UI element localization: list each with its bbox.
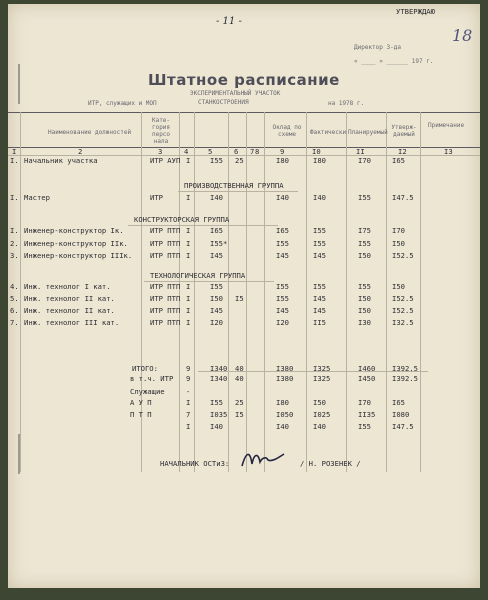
totals-planned: II35 <box>358 410 376 419</box>
signature-name: / Н. РОЗЕНЕК / <box>300 459 361 468</box>
actual-cell: I45 <box>313 306 326 315</box>
monthly-cell: I80 <box>276 156 289 165</box>
col-number: I2 <box>398 147 407 156</box>
position-name: Инж. технолог I кат. <box>24 282 111 291</box>
monthly-cell: I40 <box>276 193 289 202</box>
staff-count: I <box>186 193 191 202</box>
planned-cell: I50 <box>358 251 371 260</box>
totals-count: 7 <box>186 410 191 419</box>
page-number: - 11 - <box>216 16 242 27</box>
totals-salary: I340 <box>210 364 228 373</box>
col-divider <box>386 112 387 472</box>
totals-planned: I460 <box>358 364 376 373</box>
position-name: Инженер-конструктор Iк. <box>24 226 124 235</box>
approved-cell: I52.5 <box>392 306 414 315</box>
totals-count: 9 <box>186 364 191 373</box>
actual-cell: II5 <box>313 318 326 327</box>
position-name: Инж. технолог II кат. <box>24 294 115 303</box>
totals-approved: I65 <box>392 398 405 407</box>
approved-cell: I50 <box>392 282 405 291</box>
col-number: 4 <box>184 147 189 156</box>
totals-approved: I080 <box>392 410 410 419</box>
archive-number: 18 <box>452 26 473 45</box>
row-number: 4. <box>10 282 19 291</box>
staff-category: ИТР ПТП <box>150 239 181 248</box>
approved-cell: I32.5 <box>392 318 414 327</box>
col-number: 5 <box>208 147 213 156</box>
monthly-cell: I65 <box>276 226 289 235</box>
planned-cell: I70 <box>358 156 371 165</box>
salary-cell: I45 <box>210 251 223 260</box>
totals-label: Служащие <box>130 387 165 396</box>
section-underline <box>178 191 298 192</box>
document-sheet <box>8 4 480 588</box>
approved-cell: I50 <box>392 239 405 248</box>
staff-count: I <box>186 239 191 248</box>
section-production: ПРОИЗВОДСТВЕННАЯ ГРУППА <box>184 181 284 190</box>
staff-count: I <box>186 282 191 291</box>
col-number: I3 <box>444 147 453 156</box>
actual-cell: I55 <box>313 282 326 291</box>
header-category: Кате-гория персо нала <box>151 117 171 145</box>
col-divider <box>246 112 247 472</box>
col-number: 6 <box>234 147 239 156</box>
subtitle-year: на 1978 г. <box>328 100 365 107</box>
row-number: 7. <box>10 318 19 327</box>
approval-director: Директор З-да <box>354 44 401 51</box>
col-number: 3 <box>158 147 163 156</box>
row-number: I. <box>10 156 19 165</box>
totals-bonus: 40 <box>235 364 244 373</box>
totals-monthly: I380 <box>276 374 294 383</box>
salary-cell: I40 <box>210 193 223 202</box>
staff-count: I <box>186 251 191 260</box>
staff-category: ИТР АУП <box>150 156 181 165</box>
totals-count: I <box>186 398 191 407</box>
approval-label: УТВЕРЖДАЮ <box>396 7 435 16</box>
salary-cell: I50 <box>210 294 223 303</box>
salary-cell: I55 <box>210 282 223 291</box>
totals-actual: I325 <box>313 364 331 373</box>
monthly-cell: I45 <box>276 306 289 315</box>
totals-approved: I47.5 <box>392 422 414 431</box>
planned-cell: I50 <box>358 294 371 303</box>
header-actual: Фактически <box>310 129 347 136</box>
staff-count: I <box>186 294 191 303</box>
salary-cell: I65 <box>210 226 223 235</box>
staff-category: ИТР ПТП <box>150 226 181 235</box>
approved-cell: I70 <box>392 226 405 235</box>
totals-label: ИТОГО: <box>132 364 158 373</box>
section-underline <box>144 281 274 282</box>
staff-category: ИТР ПТП <box>150 282 181 291</box>
staff-category: ИТР ПТП <box>150 294 181 303</box>
totals-planned: I55 <box>358 422 371 431</box>
salary-cell: I20 <box>210 318 223 327</box>
totals-salary: I035 <box>210 410 228 419</box>
col-number: I <box>12 147 17 156</box>
binder-mark <box>18 64 20 104</box>
salary-cell: I45 <box>210 306 223 315</box>
monthly-cell: I55 <box>276 282 289 291</box>
position-name: Мастер <box>24 193 50 202</box>
bonus-cell: 25 <box>235 156 244 165</box>
col-number: 8 <box>255 147 260 156</box>
staff-count: I <box>186 318 191 327</box>
planned-cell: I55 <box>358 239 371 248</box>
monthly-cell: I45 <box>276 251 289 260</box>
col-divider <box>194 112 195 472</box>
col-divider <box>420 112 421 472</box>
totals-approved: I392.5 <box>392 364 418 373</box>
section-design: КОНСТРУКТОРСКАЯ ГРУППА <box>134 215 230 224</box>
planned-cell: I75 <box>358 226 371 235</box>
staff-category: ИТР ПТП <box>150 306 181 315</box>
subtitle-department: ЭКСПЕРИМЕНТАЛЬНЫЙ УЧАСТОК <box>190 90 281 97</box>
totals-label: А У П <box>130 398 152 407</box>
signature-label: НАЧАЛЬНИК ОСТиЗ: <box>160 459 230 468</box>
staff-category: ИТР <box>150 193 163 202</box>
planned-cell: I55 <box>358 193 371 202</box>
col-divider <box>306 112 307 472</box>
totals-bonus: 40 <box>235 374 244 383</box>
row-number: 2. <box>10 239 19 248</box>
totals-actual: I40 <box>313 422 326 431</box>
row-number: 5. <box>10 294 19 303</box>
col-number: 7 <box>250 147 255 156</box>
subtitle-organization: СТАНКОСТРОЕНИЯ <box>198 99 249 106</box>
header-notes: Примечание <box>428 122 465 129</box>
position-name: Начальник участка <box>24 156 98 165</box>
header-name: Наименование должностей <box>48 129 132 136</box>
totals-actual: I025 <box>313 410 331 419</box>
staff-category: ИТР ПТП <box>150 318 181 327</box>
planned-cell: I30 <box>358 318 371 327</box>
col-number: 2 <box>78 147 83 156</box>
actual-cell: I40 <box>313 193 326 202</box>
header-monthly: Оклад по схеме <box>272 124 302 138</box>
totals-salary: I55 <box>210 398 223 407</box>
totals-bonus: I5 <box>235 410 244 419</box>
section-technology: ТЕХНОЛОГИЧЕСКАЯ ГРУППА <box>150 271 246 280</box>
totals-planned: I70 <box>358 398 371 407</box>
approval-date: « ____ » ______ 197 г. <box>354 58 434 65</box>
totals-count: 9 <box>186 374 191 383</box>
staff-count: I <box>186 156 191 165</box>
position-name: Инженер-конструктор IIIк. <box>24 251 133 260</box>
totals-monthly: I050 <box>276 410 294 419</box>
totals-count: - <box>186 387 191 396</box>
col-divider <box>228 112 229 472</box>
totals-salary: I340 <box>210 374 228 383</box>
col-divider <box>264 112 265 472</box>
totals-rule <box>198 371 428 372</box>
totals-monthly: I380 <box>276 364 294 373</box>
totals-actual: I50 <box>313 398 326 407</box>
staff-category: ИТР ПТП <box>150 251 181 260</box>
totals-monthly: I40 <box>276 422 289 431</box>
staff-count: I <box>186 226 191 235</box>
bonus-cell: I5 <box>235 294 244 303</box>
staff-count: I <box>186 306 191 315</box>
salary-cell: I55 <box>210 156 223 165</box>
actual-cell: I45 <box>313 251 326 260</box>
totals-actual: I325 <box>313 374 331 383</box>
planned-cell: I50 <box>358 306 371 315</box>
approved-cell: I47.5 <box>392 193 414 202</box>
actual-cell: I55 <box>313 239 326 248</box>
planned-cell: I55 <box>358 282 371 291</box>
totals-planned: I450 <box>358 374 376 383</box>
approved-cell: I52.5 <box>392 251 414 260</box>
header-planned: Планируемый <box>348 129 388 136</box>
subtitle-staff: ИТР, служащих и МОП <box>88 100 157 107</box>
col-number: I0 <box>312 147 321 156</box>
row-number: 3. <box>10 251 19 260</box>
table-top-rule <box>8 112 480 113</box>
totals-monthly: I80 <box>276 398 289 407</box>
actual-cell: I80 <box>313 156 326 165</box>
totals-count: I <box>186 422 191 431</box>
monthly-cell: I20 <box>276 318 289 327</box>
totals-label: в т.ч. ИТР <box>130 374 174 383</box>
actual-cell: I45 <box>313 294 326 303</box>
row-number: I. <box>10 193 19 202</box>
col-divider <box>346 112 347 472</box>
header-approved: Утверж-даемый <box>391 124 417 138</box>
position-name: Инженер-конструктор IIк. <box>24 239 128 248</box>
monthly-cell: I55 <box>276 239 289 248</box>
row-number: I. <box>10 226 19 235</box>
totals-salary: I40 <box>210 422 223 431</box>
totals-label: П Т П <box>130 410 152 419</box>
position-name: Инж. технолог II кат. <box>24 306 115 315</box>
actual-cell: I55 <box>313 226 326 235</box>
col-divider <box>179 112 180 472</box>
totals-approved: I392.5 <box>392 374 418 383</box>
section-underline <box>128 225 278 226</box>
col-number: II <box>356 147 365 156</box>
col-divider <box>20 112 21 472</box>
position-name: Инж. технолог III кат. <box>24 318 120 327</box>
col-number: 9 <box>280 147 285 156</box>
salary-cell: I55* <box>210 239 228 248</box>
signature-mark <box>238 448 288 472</box>
row-number: 6. <box>10 306 19 315</box>
document-title: Штатное расписание <box>148 71 340 89</box>
approved-cell: I65 <box>392 156 405 165</box>
approved-cell: I52.5 <box>392 294 414 303</box>
totals-bonus: 25 <box>235 398 244 407</box>
monthly-cell: I55 <box>276 294 289 303</box>
